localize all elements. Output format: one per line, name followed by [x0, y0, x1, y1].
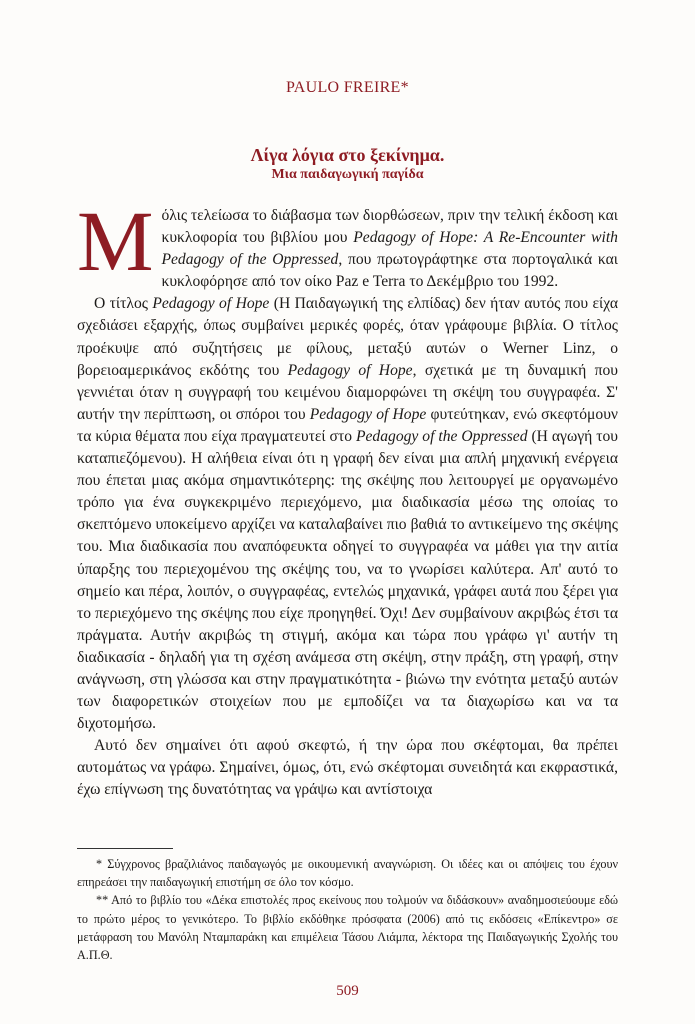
paragraph-2-text-c: , σχετικά με τη δυναμική που γεννιέται όταν η συγγραφή του κειμένου διαμορφώνει τη σκέψη του συγγραφέα. Σ' αυτήν την περίπτωση, οι σπόροι του	[77, 361, 619, 423]
article-body	[77, 193, 619, 802]
drop-cap: Μ	[77, 193, 154, 289]
book-title-italic: Pedagogy of Hope	[152, 295, 270, 313]
footnotes	[77, 855, 618, 964]
page-number: 509	[336, 983, 359, 999]
paragraph-2-text-e: (Η αγωγή του καταπιεζόμενου). Η αλήθεια είναι ότι η γραφή δεν είναι μια απλή μηχανική ενέργεια που έπεται μιας ακόμα σημαντικότερης: της σκέψης που λειτουργεί με οργανωμένο τρόπο για ένα συγκεκριμένο περιεχόμενο, μια διαδικασία μέσω της οποίας το σκεπτόμενο υποκείμενο αρχίζει να καταλαβαίνει πιο βαθιά το αντικείμενο της σκέψης του. Μια διαδικασία που αναπόφευκτα οδηγεί το συγγραφέα να μάθει για την αιτία ύπαρξης του περιεχομένου της σκέψης του, να το γνωρίσει καλύτερα. Απ' αυτό το σημείο και πέρα, λοιπόν, ο συγγραφέας, εντελώς μηχανικά, γράφει αυτά που ξέρει για το περιεχόμενο της σκέψης που είχε προηγηθεί. Όχι! Δεν συμβαίνουν ακριβώς έτσι τα πράγματα. Αυτήν ακριβώς τη στιγμή, ακόμα και τώρα που γράφω γι' αυτήν τη διαδικασία - δηλαδή για τη σχέση ανάμεσα στη σκέψη, στην πράξη, στη γραφή, στην ανάγνωση, στη γλώσσα και στην πραγματικότητα - βιώνω την ενότητα μεταξύ αυτών των διαφορετικών στοιχείων που με εμποδίζει να τα διαχωρίσω και να τα διχοτομήσω.	[77, 427, 618, 733]
book-title-italic: Pedagogy of Hope	[309, 405, 427, 423]
paragraph-1-text-a: όλις τελείωσα το διάβασμα των διορθώσεων, πριν την τελική έκδοση και κυκλοφορία του βιβλίου μου	[161, 207, 618, 247]
article-title: Λίγα λόγια στο ξεκίνημα.	[250, 145, 445, 165]
paragraph-2	[77, 293, 618, 735]
book-title-italic: Pedagogy of Hope: A Re-Encounter with Pedagogy of the Oppressed	[161, 229, 618, 269]
article-subtitle: Μια παιδαγωγική παγίδα	[271, 167, 424, 182]
author-name: PAULO FREIRE*	[286, 79, 409, 96]
paragraph-2-text-b: (Η Παιδαγωγική της ελπίδας) δεν ήταν αυτός που είχα σχεδιάσει εξαρχής, όπως συμβαίνει μερικές φορές, όταν γράφουμε βιβλία. Ο τίτλος προέκυψε από συζητήσεις με φίλους, μεταξύ αυτών ο Werner Linz, ο βορειοαμερικάνος εκδότης του	[77, 295, 618, 379]
footnote-divider	[77, 848, 173, 849]
footnote-2: ** Από το βιβλίο του «Δέκα επιστολές προς εκείνους που τολμούν να διδάσκουν» αναδημοσιεύουμε εδώ το πρώτο μέρος το γενικότερο. Το βιβλίο εκδόθηκε πρόσφατα (2006) από τις εκδόσεις «Επίκεντρο» σε μετάφραση του Μανόλη Νταμπαράκη και επιμέλεια Τάσου Λιάμπα, λέκτορα της Παιδαγωγικής Σχολής του Α.Π.Θ.	[77, 893, 618, 963]
paragraph-1	[77, 193, 618, 293]
paragraph-2-text-a: Ο τίτλος	[94, 295, 153, 313]
paragraph-1-text-b: , που πρωτογράφτηκε στα πορτογαλικά και κυκλοφόρησε από τον οίκο Paz e Terra το Δεκέμβριο του 1992.	[161, 251, 618, 291]
paragraph-2-text-d: φυτεύτηκαν, ενώ σκεφτόμουν τα κύρια θέματα που είχα πραγματευτεί στο	[77, 405, 618, 445]
paragraph-3: Αυτό δεν σημαίνει ότι αφού σκεφτώ, ή την ώρα που σκέφτομαι, θα πρέπει αυτομάτως να γράφω. Σημαίνει, όμως, ότι, ενώ σκέφτομαι συνειδητά και εκφραστικά, έχω επίγνωση της δυνατότητας να γράψω και αντίστοιχα	[77, 737, 618, 799]
footnote-1: * Σύγχρονος βραζιλιάνος παιδαγωγός με οικουμενική αναγνώριση. Οι ιδέες και οι απόψεις του έχουν επηρεάσει την παιδαγωγική επιστήμη σε όλο τον κόσμο.	[77, 857, 618, 890]
book-title-italic: Pedagogy of the Oppressed	[355, 427, 528, 445]
book-title-italic: Pedagogy of Hope	[287, 361, 413, 379]
